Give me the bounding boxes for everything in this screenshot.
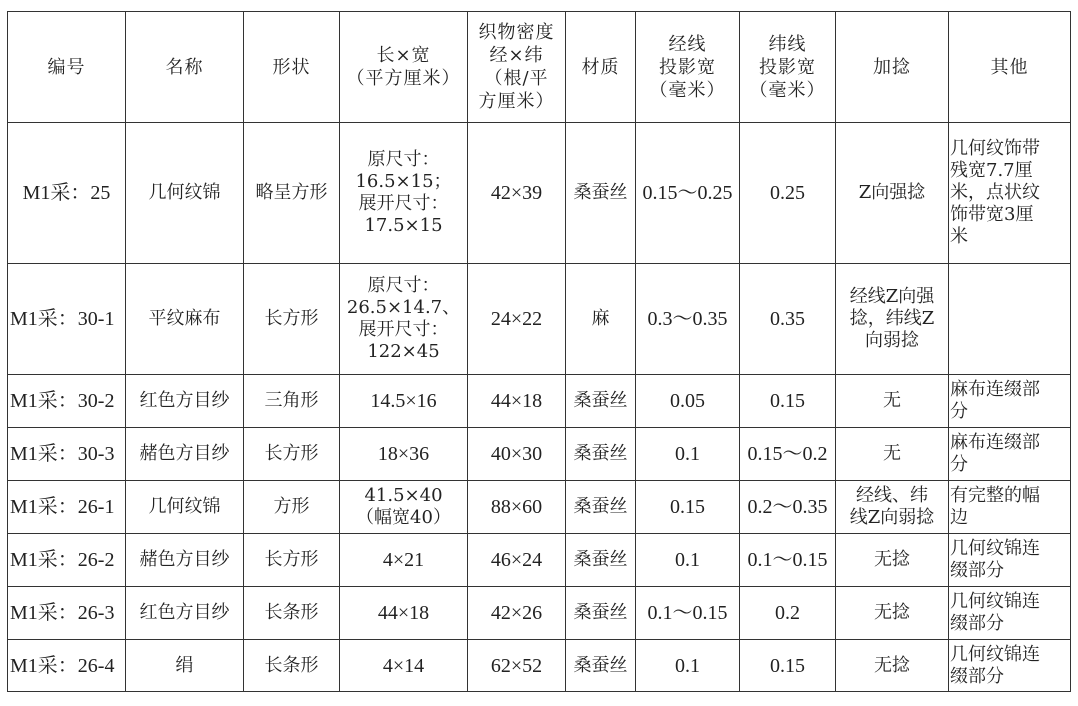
cell-warp-width: 0.15～0.25 xyxy=(636,123,740,264)
cell-weft-width: 0.2 xyxy=(740,587,836,640)
cell-weft-width: 0.35 xyxy=(740,264,836,375)
cell-name: 几何纹锦 xyxy=(126,481,244,534)
cell-weft-width: 0.1～0.15 xyxy=(740,534,836,587)
cell-warp-width: 0.1～0.15 xyxy=(636,587,740,640)
cell-name: 绢 xyxy=(126,640,244,692)
cell-size: 4×14 xyxy=(340,640,468,692)
cell-other: 有完整的幅 边 xyxy=(949,481,1071,534)
cell-material: 桑蚕丝 xyxy=(566,375,636,428)
cell-size: 18×36 xyxy=(340,428,468,481)
cell-name: 红色方目纱 xyxy=(126,375,244,428)
cell-size: 44×18 xyxy=(340,587,468,640)
cell-size: 原尺寸： 16.5×15； 展开尺寸： 17.5×15 xyxy=(340,123,468,264)
cell-id: M1采：26-3 xyxy=(8,587,126,640)
cell-other: 几何纹锦连 缀部分 xyxy=(949,534,1071,587)
cell-shape: 长方形 xyxy=(244,264,340,375)
cell-size: 4×21 xyxy=(340,534,468,587)
header-weft-width: 纬线 投影宽 （毫米） xyxy=(740,12,836,123)
cell-material: 桑蚕丝 xyxy=(566,481,636,534)
header-material: 材质 xyxy=(566,12,636,123)
cell-id: M1采：30-3 xyxy=(8,428,126,481)
cell-material: 桑蚕丝 xyxy=(566,428,636,481)
cell-id: M1采：26-2 xyxy=(8,534,126,587)
table-row xyxy=(8,264,1071,375)
cell-density: 44×18 xyxy=(468,375,566,428)
cell-other: 麻布连缀部 分 xyxy=(949,375,1071,428)
cell-warp-width: 0.3～0.35 xyxy=(636,264,740,375)
cell-twist: 无捻 xyxy=(836,534,949,587)
cell-name: 平纹麻布 xyxy=(126,264,244,375)
textile-table xyxy=(7,11,1071,692)
header-shape: 形状 xyxy=(244,12,340,123)
cell-density: 42×39 xyxy=(468,123,566,264)
cell-twist: 无 xyxy=(836,428,949,481)
cell-density: 62×52 xyxy=(468,640,566,692)
cell-size: 14.5×16 xyxy=(340,375,468,428)
cell-twist: 无捻 xyxy=(836,640,949,692)
cell-shape: 三角形 xyxy=(244,375,340,428)
cell-shape: 长方形 xyxy=(244,428,340,481)
cell-id: M1采：26-1 xyxy=(8,481,126,534)
cell-warp-width: 0.05 xyxy=(636,375,740,428)
cell-name: 赭色方目纱 xyxy=(126,428,244,481)
cell-material: 桑蚕丝 xyxy=(566,123,636,264)
cell-material: 桑蚕丝 xyxy=(566,587,636,640)
cell-shape: 长条形 xyxy=(244,587,340,640)
header-density: 织物密度 经×纬 （根/平 方厘米） xyxy=(468,12,566,123)
cell-density: 42×26 xyxy=(468,587,566,640)
cell-warp-width: 0.1 xyxy=(636,534,740,587)
header-id: 编号 xyxy=(8,12,126,123)
cell-density: 46×24 xyxy=(468,534,566,587)
table-row xyxy=(8,481,1071,534)
cell-warp-width: 0.1 xyxy=(636,428,740,481)
header-warp-width: 经线 投影宽 （毫米） xyxy=(636,12,740,123)
cell-weft-width: 0.15～0.2 xyxy=(740,428,836,481)
table-row xyxy=(8,640,1071,692)
header-name: 名称 xyxy=(126,12,244,123)
cell-name: 赭色方目纱 xyxy=(126,534,244,587)
table-row xyxy=(8,375,1071,428)
cell-density: 40×30 xyxy=(468,428,566,481)
cell-other: 几何纹饰带 残宽7.7厘 米，点状纹 饰带宽3厘 米 xyxy=(949,123,1071,264)
cell-twist: 经线Z向强 捻，纬线Z 向弱捻 xyxy=(836,264,949,375)
cell-shape: 略呈方形 xyxy=(244,123,340,264)
cell-density: 88×60 xyxy=(468,481,566,534)
header-size: 长×宽 （平方厘米） xyxy=(340,12,468,123)
cell-density: 24×22 xyxy=(468,264,566,375)
cell-twist: 无 xyxy=(836,375,949,428)
cell-id: M1采：25 xyxy=(8,123,126,264)
cell-shape: 长条形 xyxy=(244,640,340,692)
cell-name: 红色方目纱 xyxy=(126,587,244,640)
cell-warp-width: 0.1 xyxy=(636,640,740,692)
header-row xyxy=(8,12,1071,123)
cell-id: M1采：26-4 xyxy=(8,640,126,692)
cell-warp-width: 0.15 xyxy=(636,481,740,534)
cell-shape: 方形 xyxy=(244,481,340,534)
cell-twist: 无捻 xyxy=(836,587,949,640)
cell-weft-width: 0.2～0.35 xyxy=(740,481,836,534)
cell-size: 原尺寸： 26.5×14.7、 展开尺寸： 122×45 xyxy=(340,264,468,375)
cell-other: 几何纹锦连 缀部分 xyxy=(949,587,1071,640)
cell-material: 桑蚕丝 xyxy=(566,640,636,692)
cell-material: 桑蚕丝 xyxy=(566,534,636,587)
cell-weft-width: 0.25 xyxy=(740,123,836,264)
cell-material: 麻 xyxy=(566,264,636,375)
cell-id: M1采：30-1 xyxy=(8,264,126,375)
cell-weft-width: 0.15 xyxy=(740,375,836,428)
table-row xyxy=(8,534,1071,587)
cell-id: M1采：30-2 xyxy=(8,375,126,428)
table-row xyxy=(8,587,1071,640)
header-other: 其他 xyxy=(949,12,1071,123)
cell-weft-width: 0.15 xyxy=(740,640,836,692)
cell-shape: 长方形 xyxy=(244,534,340,587)
header-twist: 加捻 xyxy=(836,12,949,123)
table-row xyxy=(8,123,1071,264)
cell-other: 几何纹锦连 缀部分 xyxy=(949,640,1071,692)
cell-other xyxy=(949,264,1071,375)
cell-other: 麻布连缀部 分 xyxy=(949,428,1071,481)
cell-twist: Z向强捻 xyxy=(836,123,949,264)
cell-name: 几何纹锦 xyxy=(126,123,244,264)
table-row xyxy=(8,428,1071,481)
cell-size: 41.5×40 （幅宽40） xyxy=(340,481,468,534)
cell-twist: 经线、纬 线Z向弱捻 xyxy=(836,481,949,534)
